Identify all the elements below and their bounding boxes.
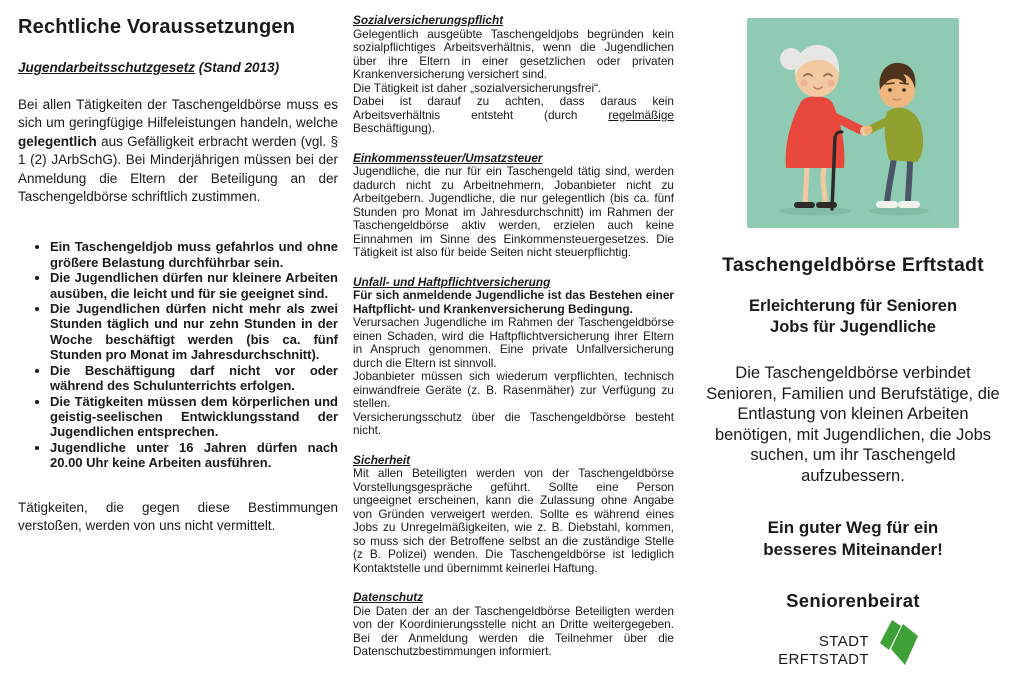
intro-text-bold: gelegentlich	[18, 133, 97, 149]
list-item: • Die Jugendlichen dürfen nur kleinere Arbeiten ausüben, die leicht und für sie geeignet sind.	[50, 270, 338, 301]
intro-text-before: Bei allen Tätigkeiten der Taschengeldbörse muss es sich um geringfügige Hilfeleistungen handeln, welche	[18, 97, 338, 131]
section-lead-bold: Für sich anmeldende Jugendliche ist das Bestehen einer Haftpflicht- und Krankenversicherung Bedingung.	[353, 288, 674, 316]
section-datenschutz	[353, 591, 674, 659]
closing-paragraph: Tätigkeiten, die gegen diese Bestimmungen verstoßen, werden von uns nicht vermittelt.	[18, 499, 338, 533]
underlined-word: regelmäßige	[608, 107, 674, 122]
section-paragraph: Jugendliche, die nur für ein Taschengeld tätig sind, werden dadurch nicht zu Arbeitnehmern, Jobanbieter nicht zu Arbeitgebern. Jugendliche, die nur gelegentlich (bis ca. fünf Stunden pro Monat im Jahresdurchschnitt) im Rahmen der Taschengeldbörse aktiv werden, erzielen auch keine Einnahmen im Sinne des Einkommensteuergesetzes. Die Tätigkeit ist also für beide Seiten nicht steuerpflichtig.	[353, 164, 674, 259]
section-heading: Sozialversicherungspflicht	[353, 13, 504, 27]
rules-list	[18, 239, 338, 470]
logo-text-line: STADT	[818, 633, 869, 650]
stadt-erftstadt-wordmark	[778, 633, 869, 669]
list-item: • Die Tätigkeiten müssen dem körperlichen und geistig-seelischen Entwicklungsstand der Jugendlichen entsprechen.	[50, 394, 338, 440]
law-name: Jugendarbeitsschutzgesetz	[18, 60, 196, 75]
section-heading: Unfall- und Haftpflichtversicherung	[353, 274, 551, 289]
text-before-underline: Dabei ist darauf zu achten, dass daraus kein Arbeitsverhältnis entsteht (durch	[353, 94, 674, 122]
section-paragraph: Jobanbieter müssen sich wiederum verpflichten, technisch einwandfreie Geräte (z. B. Rasenmäher) zur Verfügung zu stellen.	[353, 369, 674, 410]
cover-slogan	[699, 517, 1007, 561]
list-item: • Die Beschäftigung darf nicht vor oder während des Schulunterrichts erfolgen.	[50, 363, 338, 394]
section-paragraph: Verursachen Jugendliche im Rahmen der Taschengeldbörse einen Schaden, wird die Haftpflichtversicherung ihrer Eltern in Anspruch genommen. Eine private Unfallversicherung durch die Eltern ist sinnvoll.	[353, 315, 674, 370]
law-version: (Stand 2013)	[195, 60, 280, 75]
section-sicherheit	[353, 454, 674, 576]
cover-title: Taschengeldbörse Erftstadt	[722, 254, 984, 276]
subtitle-line: Jobs für Jugendliche	[770, 318, 936, 336]
left-panel-title: Rechtliche Voraussetzungen	[18, 16, 296, 38]
slogan-line: besseres Miteinander!	[763, 540, 943, 559]
section-sozialversicherungspflicht	[353, 14, 674, 136]
text-after-underline: Beschäftigung).	[353, 121, 435, 135]
section-unfall-haftpflicht	[353, 276, 674, 438]
law-heading	[18, 60, 338, 75]
slogan-line: Ein guter Weg für ein	[767, 518, 939, 537]
cover-subtitle	[699, 296, 1007, 338]
illustration-svg	[747, 18, 959, 228]
section-paragraph: Mit allen Beteiligten werden von der Taschengeldbörse Vorstellungsgespräche geführt. Sollte eine Person ungeeignet erscheinen, kann die Zulassung ohne Angabe von Gründen verweigert werden. Sollte es während eines Jobs zu Unregelmäßigkeiten, wie z. B. Diebstahl, kommen, so muss sich der Betroffene selbst an die zuständige Stelle (z B. Polizei) wenden. Die Taschengeldbörse ist lediglich Kontaktstelle und übernimmt keinerlei Haftung.	[353, 466, 674, 575]
list-item: • Jugendliche unter 16 Jahren dürfen nach 20.00 Uhr keine Arbeiten ausführen.	[50, 440, 338, 471]
seniors-youth-handshake-illustration	[747, 18, 959, 228]
section-paragraph: Die Tätigkeit ist daher „sozialversicherungsfrei“.	[353, 80, 602, 95]
section-heading: Einkommenssteuer/Umsatzsteuer	[353, 150, 543, 165]
section-einkommenssteuer	[353, 152, 674, 260]
panel-info-sections	[353, 14, 674, 675]
intro-paragraph	[18, 96, 338, 206]
section-heading: Sicherheit	[353, 452, 411, 467]
stadt-erftstadt-logo	[699, 624, 1007, 678]
intro-text-after: aus Gefälligkeit erbracht werden (vgl. § 1 (2) JArbSchG). Bei Minderjährigen müssen bei der Anmeldung die Eltern der Beteiligung an der Taschengeldbörse schriftlich zustimmen.	[18, 133, 338, 205]
section-paragraph: Gelegentlich ausgeübte Taschengeldjobs begründen kein sozialpflichtiges Arbeitsverhältnis, wenn die Jugendlichen über ihre Eltern in einer gesetzlichen oder privaten Krankenversicherung versichert sind.	[353, 26, 674, 81]
cover-description: Die Taschengeldbörse verbindet Senioren, Familien und Berufstätige, die Entlastung von kleinen Arbeiten benötigen, mit Jugendlichen, die Jobs suchen, um ihr Taschengeld aufzubessern.	[706, 364, 1000, 485]
list-item: • Die Jugendlichen dürfen nicht mehr als zwei Stunden täglich und nur zehn Stunden in der Woche beschäftigt werden (bis ca. fünf Stunden pro Monat im Jahresdurchschnitt).	[50, 301, 338, 363]
list-item: • Ein Taschengeldjob muss gefahrlos und ohne größere Belastung durchführbar sein.	[50, 239, 338, 270]
section-paragraph	[353, 95, 674, 136]
erftstadt-logo-mark-icon	[870, 616, 928, 678]
logo-text-line: ERFTSTADT	[778, 651, 869, 668]
panel-legal-requirements	[18, 16, 338, 535]
panel-cover	[699, 16, 1007, 678]
section-heading: Datenschutz	[353, 590, 424, 604]
section-paragraph: Versicherungsschutz über die Taschengeldbörse besteht nicht.	[353, 409, 674, 437]
subtitle-line: Erleichterung für Senioren	[748, 297, 958, 315]
seniorenbeirat-label: Seniorenbeirat	[786, 590, 920, 611]
section-paragraph: Die Daten der an der Taschengeldbörse Beteiligten werden von der Koordinierungsstelle nicht an Dritte weitergegeben. Bei der Anmeldung werden die Teilnehmer über die Datenschutzbestimmungen informiert.	[353, 603, 674, 658]
